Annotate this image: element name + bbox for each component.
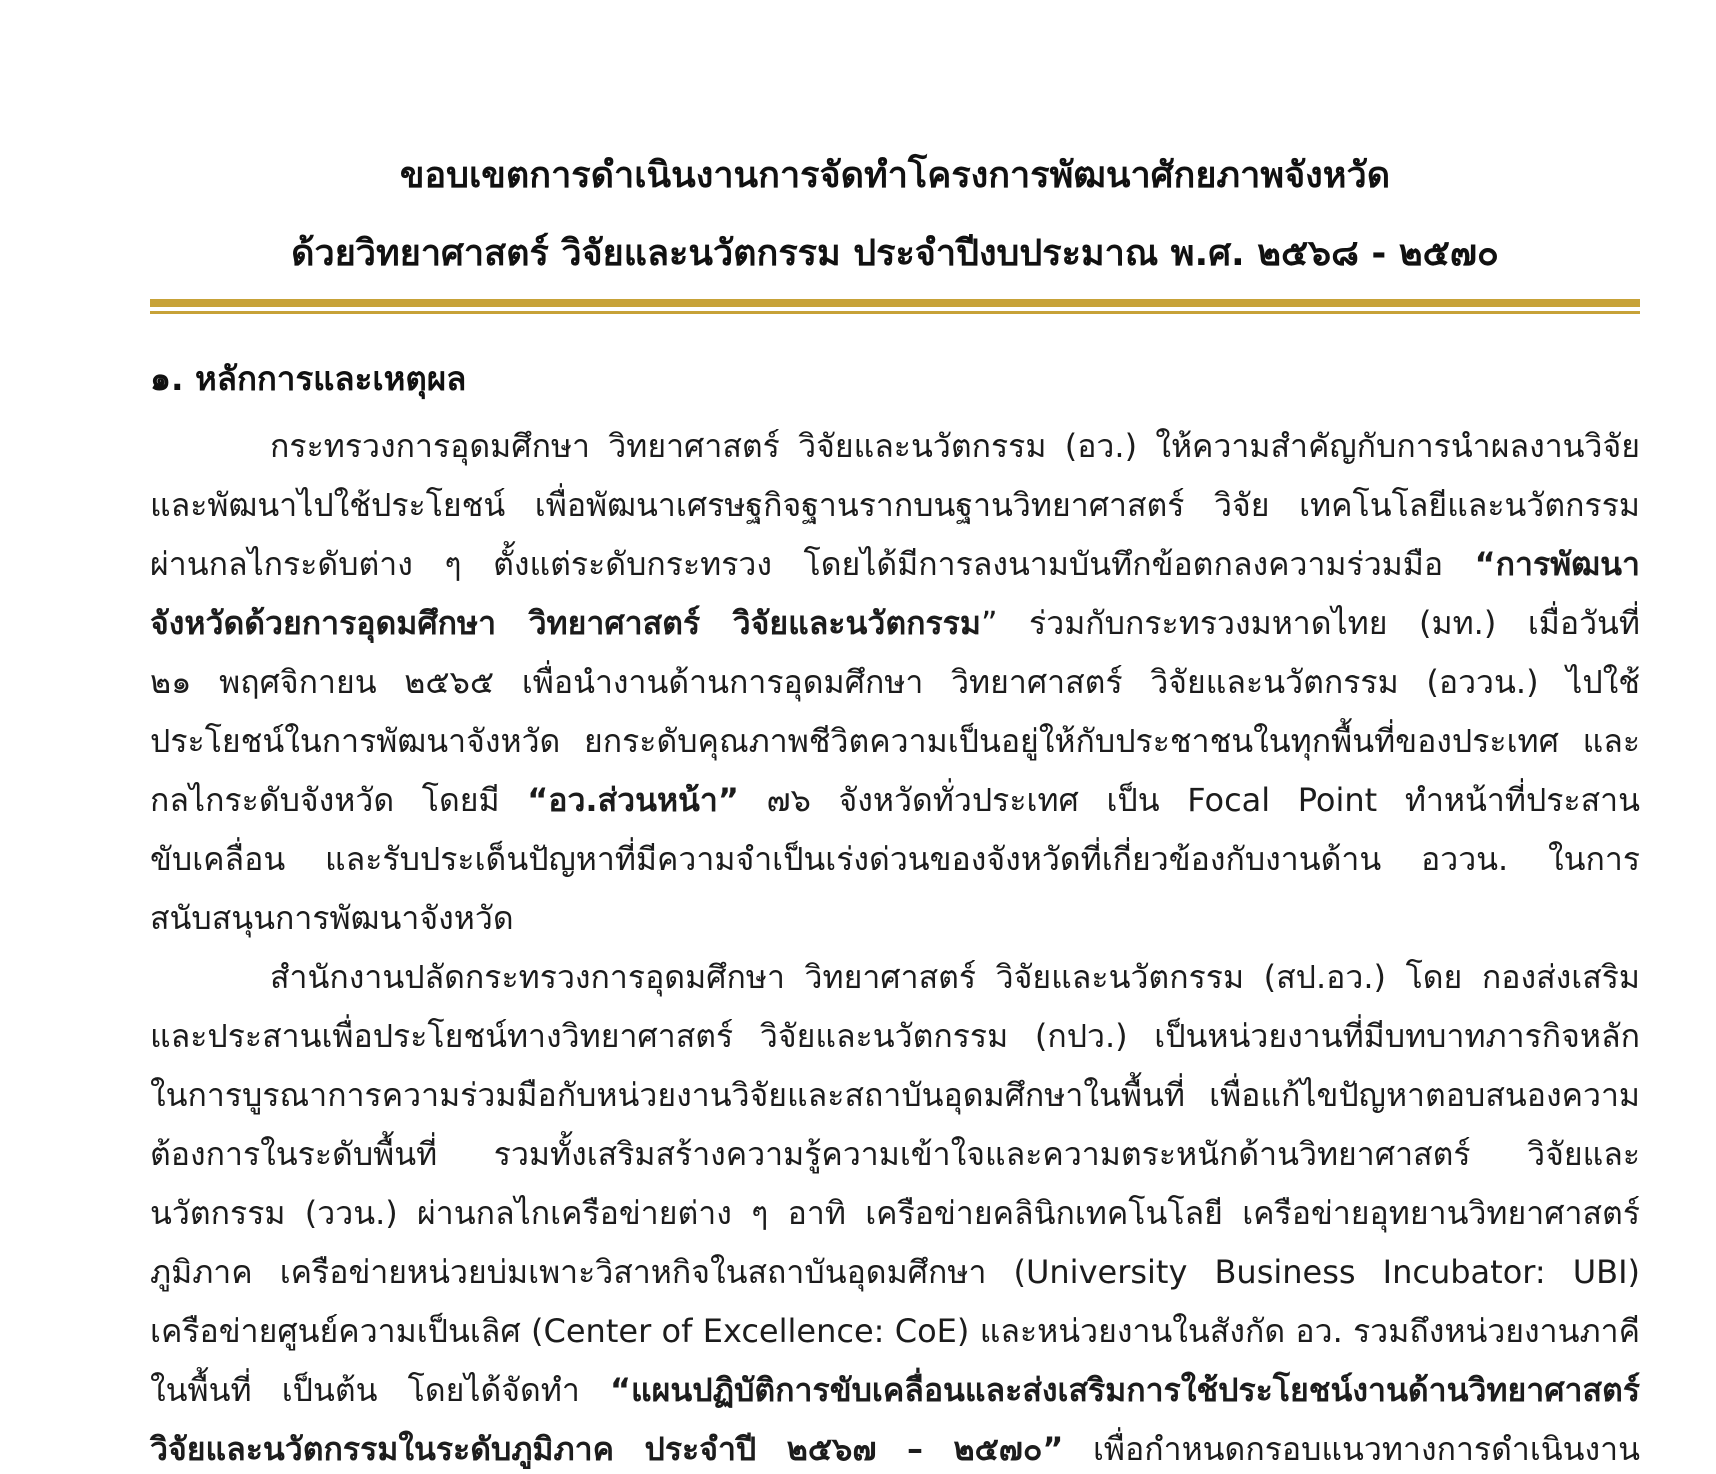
paragraph-2-line-3: ในการบูรณาการความร่วมมือกับหน่วยงานวิจัยและสถาบันอุดมศึกษาในพื้นที่ เพื่อแก้ไขปัญหาตอบสนองความ <box>150 1076 1640 1114</box>
paragraph-2-line-4: ต้องการในระดับพื้นที่ รวมทั้งเสริมสร้างความรู้ความเข้าใจและความตระหนักด้านวิทยาศาสตร์ วิจัยและ <box>150 1135 1640 1173</box>
paragraph-1-line-5: ๒๑ พฤศจิกายน ๒๕๖๕ เพื่อนำงานด้านการอุดมศึกษา วิทยาศาสตร์ วิจัยและนวัตกรรม (อววน.) ไปใช้ <box>150 663 1640 701</box>
action-plan-title-bold-end: วิจัยและนวัตกรรมในระดับภูมิภาค ประจำปี ๒๕๖๗ – ๒๕๗๐” <box>150 1430 1064 1468</box>
front-office-bold: “อว.ส่วนหน้า” <box>527 781 739 819</box>
paragraph-2-line-8 <box>150 1370 1640 1410</box>
mou-title-bold-end: จังหวัดด้วยการอุดมศึกษา วิทยาศาสตร์ วิจัยและนวัตกรรม <box>150 604 981 642</box>
paragraph-1-line-4 <box>150 603 1640 643</box>
action-plan-title-bold-start: “แผนปฏิบัติการขับเคลื่อนและส่งเสริมการใช้ประโยชน์งานด้านวิทยาศาสตร์ <box>609 1371 1640 1409</box>
paragraph-1-line-7-text-b: ๗๖ จังหวัดทั่วประเทศ เป็น Focal Point ทำหน้าที่ประสาน <box>738 781 1641 819</box>
paragraph-2-line-1: สำนักงานปลัดกระทรวงการอุดมศึกษา วิทยาศาสตร์ วิจัยและนวัตกรรม (สป.อว.) โดย กองส่งเสริม <box>270 958 1640 996</box>
document-title-line-1: ขอบเขตการดำเนินงานการจัดทำโครงการพัฒนาศักยภาพจังหวัด <box>399 155 1391 196</box>
section-heading: ๑. หลักการและเหตุผล <box>150 359 467 398</box>
paragraph-1-line-6: ประโยชน์ในการพัฒนาจังหวัด ยกระดับคุณภาพชีวิตความเป็นอยู่ให้กับประชาชนในทุกพื้นที่ของประเทศ และ <box>150 722 1640 760</box>
paragraph-1-line-3-text: ผ่านกลไกระดับต่าง ๆ ตั้งแต่ระดับกระทรวง โดยได้มีการลงนามบันทึกข้อตกลงความร่วมมือ <box>150 545 1475 583</box>
paragraph-1-line-1: กระทรวงการอุดมศึกษา วิทยาศาสตร์ วิจัยและนวัตกรรม (อว.) ให้ความสำคัญกับการนำผลงานวิจัย <box>270 427 1640 465</box>
paragraph-2-line-8-text: ในพื้นที่ เป็นต้น โดยได้จัดทำ <box>150 1371 610 1409</box>
document-title-line-2: ด้วยวิทยาศาสตร์ วิจัยและนวัตกรรม ประจำปีงบประมาณ พ.ศ. ๒๕๖๘ - ๒๕๗๐ <box>291 233 1499 274</box>
paragraph-1-line-4-text: ” ร่วมกับกระทรวงมหาดไทย (มท.) เมื่อวันที่ <box>980 604 1641 642</box>
paragraph-1-line-7-text-a: กลไกระดับจังหวัด โดยมี <box>150 781 528 819</box>
paragraph-2-line-7: เครือข่ายศูนย์ความเป็นเลิศ (Center of Excellence: CoE) และหน่วยงานในสังกัด อว. รวมถึงหน่วยงานภาคี <box>150 1312 1640 1350</box>
title-divider-thick <box>150 299 1640 307</box>
paragraph-2-line-2: และประสานเพื่อประโยชน์ทางวิทยาศาสตร์ วิจัยและนวัตกรรม (กปว.) เป็นหน่วยงานที่มีบทบาทภารกิจหลัก <box>150 1017 1640 1055</box>
paragraph-1-line-9: สนับสนุนการพัฒนาจังหวัด <box>150 899 514 937</box>
paragraph-2-line-9 <box>150 1429 1640 1469</box>
title-divider-thin <box>150 311 1640 314</box>
mou-title-bold-start: “การพัฒนา <box>1474 545 1640 583</box>
paragraph-1-line-7 <box>150 780 1640 820</box>
paragraph-1-line-3 <box>150 544 1640 584</box>
paragraph-2-line-5: นวัตกรรม (ววน.) ผ่านกลไกเครือข่ายต่าง ๆ อาทิ เครือข่ายคลินิกเทคโนโลยี เครือข่ายอุทยานวิทยาศาสตร์ <box>150 1194 1640 1232</box>
paragraph-1-line-2: และพัฒนาไปใช้ประโยชน์ เพื่อพัฒนาเศรษฐกิจฐานรากบนฐานวิทยาศาสตร์ วิจัย เทคโนโลยีและนวัตกรรม <box>150 486 1640 524</box>
paragraph-2-line-6: ภูมิภาค เครือข่ายหน่วยบ่มเพาะวิสาหกิจในสถาบันอุดมศึกษา (University Business Incubator: UBI) <box>150 1253 1640 1291</box>
paragraph-2-line-9-text: เพื่อกำหนดกรอบแนวทางการดำเนินงาน <box>1063 1430 1641 1468</box>
paragraph-1-line-8: ขับเคลื่อน และรับประเด็นปัญหาที่มีความจำเป็นเร่งด่วนของจังหวัดที่เกี่ยวข้องกับงานด้าน อววน. ในการ <box>150 840 1640 878</box>
